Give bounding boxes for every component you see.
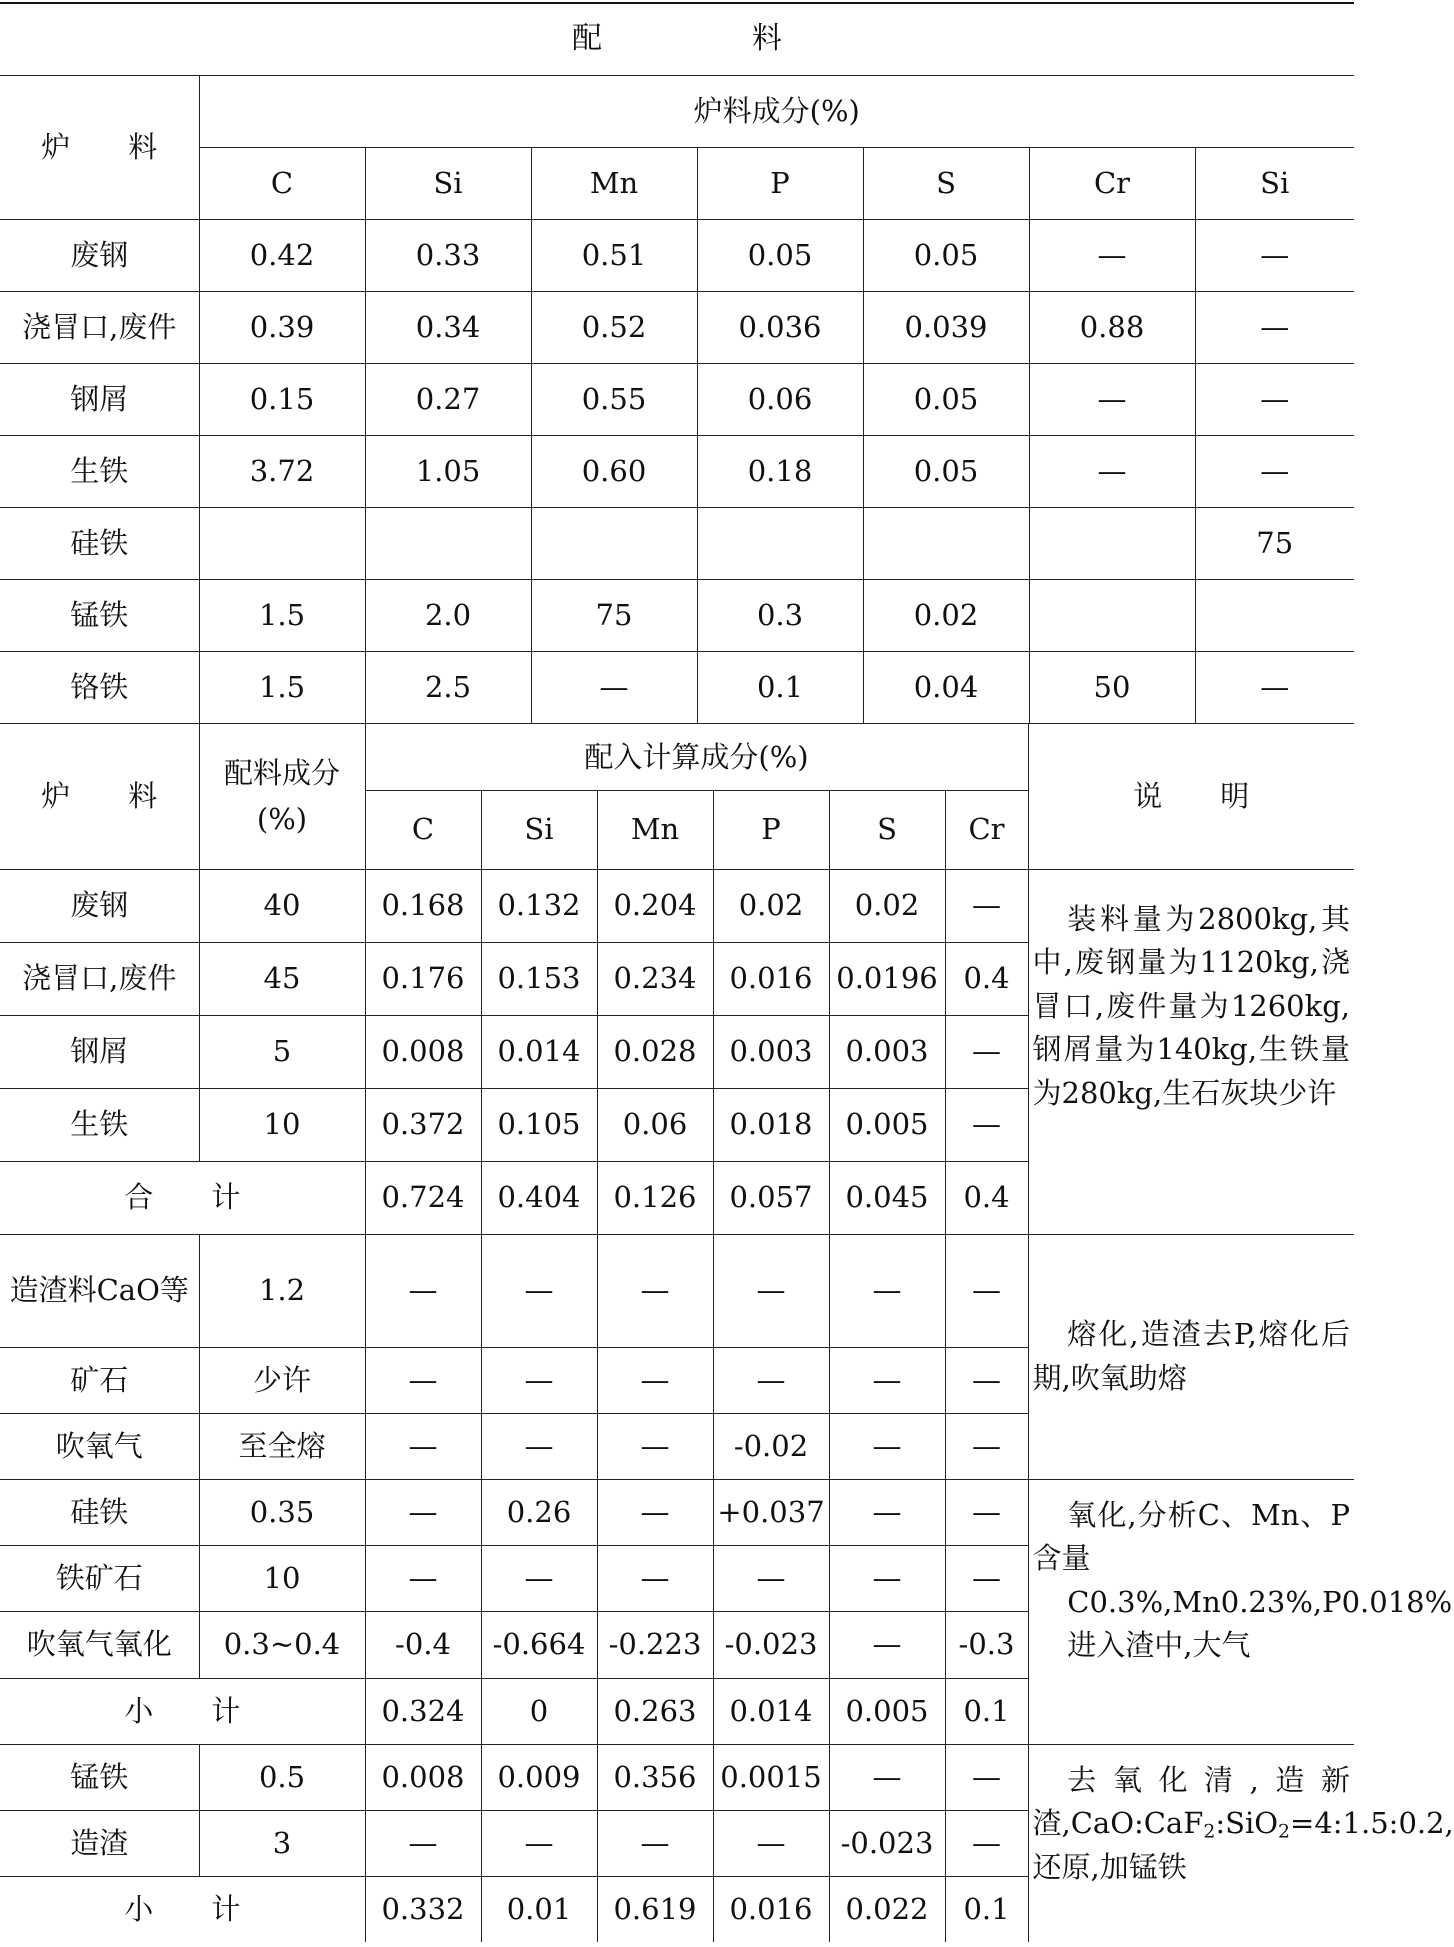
table-cell: 50 xyxy=(1029,651,1195,723)
row-material-name: 浇冒口,废件 xyxy=(0,291,199,363)
total-cell: 0.332 xyxy=(365,1876,481,1942)
table-cell: — xyxy=(945,1479,1028,1545)
table-cell: — xyxy=(945,1234,1028,1347)
header-composition: 炉料成分(%) xyxy=(199,75,1354,147)
table-cell: 0.05 xyxy=(863,219,1029,291)
table-cell: 1.05 xyxy=(365,435,531,507)
table-cell xyxy=(531,507,697,579)
table-cell: 0.42 xyxy=(199,219,365,291)
table-cell: 0.3 xyxy=(697,579,863,651)
table-row xyxy=(0,651,1354,723)
table-cell: 0.60 xyxy=(531,435,697,507)
table-cell: 0.02 xyxy=(863,579,1029,651)
table-cell: 0.02 xyxy=(713,869,829,942)
table-cell: — xyxy=(945,1810,1028,1876)
table-cell: 0.008 xyxy=(365,1744,481,1810)
table-cell: 0.372 xyxy=(365,1088,481,1161)
table-cell: 0.52 xyxy=(531,291,697,363)
col2-si: Si xyxy=(481,790,597,869)
table-cell: 1.5 xyxy=(199,579,365,651)
table-cell: 2.5 xyxy=(365,651,531,723)
table-row xyxy=(0,219,1354,291)
header-ratio xyxy=(199,724,365,869)
table-cell: 0.132 xyxy=(481,869,597,942)
table-cell: -0.664 xyxy=(481,1611,597,1678)
total-cell: 0.045 xyxy=(829,1161,945,1234)
header-material: 炉 料 xyxy=(0,75,199,219)
table-cell: 0.036 xyxy=(697,291,863,363)
table-cell: — xyxy=(829,1744,945,1810)
table-cell: — xyxy=(829,1234,945,1347)
row-material-name: 锰铁 xyxy=(0,1744,199,1810)
row-ratio: 1.2 xyxy=(199,1234,365,1347)
table-cell xyxy=(365,507,531,579)
row-material-name: 吹氧气氧化 xyxy=(0,1611,199,1678)
total-cell: 0.263 xyxy=(597,1678,713,1744)
table-cell: 0.008 xyxy=(365,1015,481,1088)
note-oxidation-line: 进入渣中,大气 xyxy=(1067,1628,1251,1662)
table-cell: — xyxy=(1029,363,1195,435)
table-cell: — xyxy=(1195,291,1354,363)
table-cell: 75 xyxy=(1195,507,1354,579)
note-oxidation xyxy=(1028,1479,1453,1744)
note-reduction-part: =4:1.5:0.2,还原,加锰铁 xyxy=(1032,1806,1454,1884)
table-cell: — xyxy=(1029,435,1195,507)
table-cell: — xyxy=(945,1088,1028,1161)
row-material-name: 钢屑 xyxy=(0,1015,199,1088)
note-oxidation-line: C0.3%,Mn0.23%,P0.018% xyxy=(1067,1584,1453,1619)
table-cell: 0.009 xyxy=(481,1744,597,1810)
row-ratio: 40 xyxy=(199,869,365,942)
table-cell: 75 xyxy=(531,579,697,651)
table-cell: — xyxy=(945,1545,1028,1611)
col2-cr: Cr xyxy=(945,790,1028,869)
header-material-2: 炉 料 xyxy=(0,724,199,869)
note-oxidation-line: 氧化,分析C、Mn、P含量 xyxy=(1032,1497,1350,1575)
table-cell: -0.223 xyxy=(597,1611,713,1678)
table-row xyxy=(0,869,1354,942)
note-reduction-text xyxy=(1032,1759,1454,1890)
table-cell: — xyxy=(481,1347,597,1413)
table-cell: — xyxy=(365,1413,481,1479)
row-material-name: 铬铁 xyxy=(0,651,199,723)
table-cell: — xyxy=(597,1479,713,1545)
table-cell xyxy=(1029,507,1195,579)
table-cell: — xyxy=(597,1810,713,1876)
table-cell: 0.51 xyxy=(531,219,697,291)
table-cell: 0.016 xyxy=(713,942,829,1015)
col-s: S xyxy=(863,147,1029,219)
table-cell xyxy=(1195,579,1354,651)
col-mn: Mn xyxy=(531,147,697,219)
row-material-name: 铁矿石 xyxy=(0,1545,199,1611)
total-cell: 0 xyxy=(481,1678,597,1744)
total-cell: 0.324 xyxy=(365,1678,481,1744)
row-material-name: 浇冒口,废件 xyxy=(0,942,199,1015)
table-cell: 0.26 xyxy=(481,1479,597,1545)
table-cell: -0.4 xyxy=(365,1611,481,1678)
table-cell: — xyxy=(945,1015,1028,1088)
column-header-row xyxy=(0,147,1354,219)
table-cell: 0.168 xyxy=(365,869,481,942)
table-cell: — xyxy=(945,1744,1028,1810)
row-ratio: 0.35 xyxy=(199,1479,365,1545)
table-cell: 0.39 xyxy=(199,291,365,363)
row-ratio: 少许 xyxy=(199,1347,365,1413)
table-cell xyxy=(1029,579,1195,651)
table-cell: 0.028 xyxy=(597,1015,713,1088)
table-cell: 0.003 xyxy=(829,1015,945,1088)
table-cell: — xyxy=(713,1545,829,1611)
table-cell: — xyxy=(531,651,697,723)
table-row xyxy=(0,1234,1354,1347)
table-cell: 3.72 xyxy=(199,435,365,507)
table-cell: — xyxy=(1195,219,1354,291)
table-cell: — xyxy=(597,1545,713,1611)
table-cell: 0.06 xyxy=(697,363,863,435)
table-cell: 0.55 xyxy=(531,363,697,435)
table-row xyxy=(0,1744,1354,1810)
table-cell: — xyxy=(481,1413,597,1479)
table-cell: — xyxy=(365,1545,481,1611)
table-row xyxy=(0,291,1354,363)
table-cell: — xyxy=(597,1234,713,1347)
total-cell: 0.016 xyxy=(713,1876,829,1942)
row-ratio: 5 xyxy=(199,1015,365,1088)
table-cell: — xyxy=(1029,219,1195,291)
note-charging-text: 装料量为2800kg,其中,废钢量为1120kg,浇冒口,废件量为1260kg,钢屑量为140kg,生铁量为280kg,生石灰块少许 xyxy=(1032,901,1350,1110)
table-cell: 0.005 xyxy=(829,1088,945,1161)
table-cell: 0.18 xyxy=(697,435,863,507)
table-cell: 0.34 xyxy=(365,291,531,363)
total-cell: 0.404 xyxy=(481,1161,597,1234)
table-cell: 0.06 xyxy=(597,1088,713,1161)
table-cell: 0.1 xyxy=(697,651,863,723)
total-cell: 0.1 xyxy=(945,1678,1028,1744)
table-cell: — xyxy=(829,1611,945,1678)
table-row xyxy=(0,507,1354,579)
table-cell: — xyxy=(597,1347,713,1413)
row-ratio: 0.5 xyxy=(199,1744,365,1810)
note-melting-text: 熔化,造渣去P,熔化后期,吹氧助熔 xyxy=(1032,1317,1350,1395)
table-row xyxy=(0,363,1354,435)
table-cell: 0.105 xyxy=(481,1088,597,1161)
charge-composition-table xyxy=(0,3,1354,724)
row-ratio: 10 xyxy=(199,1088,365,1161)
table-cell: 0.039 xyxy=(863,291,1029,363)
table-cell: — xyxy=(945,869,1028,942)
table-cell: 0.33 xyxy=(365,219,531,291)
table-cell: — xyxy=(713,1810,829,1876)
total-cell: 0.724 xyxy=(365,1161,481,1234)
table-cell: 1.5 xyxy=(199,651,365,723)
table-cell: 0.003 xyxy=(713,1015,829,1088)
total-cell: 0.057 xyxy=(713,1161,829,1234)
col2-p: P xyxy=(713,790,829,869)
table-cell: 0.05 xyxy=(863,435,1029,507)
table-cell: — xyxy=(1195,363,1354,435)
table-cell: — xyxy=(713,1234,829,1347)
row-ratio: 0.3~0.4 xyxy=(199,1611,365,1678)
header-ratio-text: 配料成分(%) xyxy=(223,755,340,837)
col-si: Si xyxy=(365,147,531,219)
table-cell: — xyxy=(365,1479,481,1545)
note-melting xyxy=(1028,1234,1354,1479)
table-cell: 0.234 xyxy=(597,942,713,1015)
col2-c: C xyxy=(365,790,481,869)
table-cell xyxy=(863,507,1029,579)
table-cell: 0.0015 xyxy=(713,1744,829,1810)
col2-mn: Mn xyxy=(597,790,713,869)
row-material-name: 吹氧气 xyxy=(0,1413,199,1479)
table-cell: — xyxy=(1195,435,1354,507)
header-note: 说 明 xyxy=(1028,724,1354,869)
total-label: 小 计 xyxy=(0,1876,365,1942)
table-cell: 0.88 xyxy=(1029,291,1195,363)
row-material-name: 硅铁 xyxy=(0,1479,199,1545)
row-material-name: 硅铁 xyxy=(0,507,199,579)
row-ratio: 45 xyxy=(199,942,365,1015)
total-cell: 0.1 xyxy=(945,1876,1028,1942)
row-material-name: 造渣料CaO等 xyxy=(0,1234,199,1347)
table-cell: — xyxy=(481,1234,597,1347)
row-ratio: 至全熔 xyxy=(199,1413,365,1479)
row-material-name: 生铁 xyxy=(0,1088,199,1161)
col2-s: S xyxy=(829,790,945,869)
table-cell: — xyxy=(829,1347,945,1413)
note-reduction-part: :SiO xyxy=(1215,1806,1279,1840)
table-cell: — xyxy=(481,1810,597,1876)
table-cell xyxy=(199,507,365,579)
total-cell: 0.005 xyxy=(829,1678,945,1744)
table-cell: 0.018 xyxy=(713,1088,829,1161)
table-cell: 0.204 xyxy=(597,869,713,942)
table-cell: 0.356 xyxy=(597,1744,713,1810)
table-cell: 0.02 xyxy=(829,869,945,942)
table-row xyxy=(0,1479,1354,1545)
total-cell: 0.619 xyxy=(597,1876,713,1942)
table-cell: — xyxy=(945,1413,1028,1479)
table-cell: — xyxy=(481,1545,597,1611)
table-cell: 0.04 xyxy=(863,651,1029,723)
row-material-name: 废钢 xyxy=(0,219,199,291)
subscript: 2 xyxy=(1278,1821,1291,1843)
note-reduction-part: 去氧化清,造新渣,CaO:CaF xyxy=(1032,1762,1350,1840)
table-cell: 0.4 xyxy=(945,942,1028,1015)
table-cell: -0.023 xyxy=(829,1810,945,1876)
table-cell: 0.05 xyxy=(863,363,1029,435)
table-row xyxy=(0,579,1354,651)
row-material-name: 生铁 xyxy=(0,435,199,507)
table-cell: — xyxy=(1195,651,1354,723)
note-charging xyxy=(1028,869,1354,1234)
row-ratio: 10 xyxy=(199,1545,365,1611)
table-cell: 0.05 xyxy=(697,219,863,291)
total-cell: 0.022 xyxy=(829,1876,945,1942)
col-si-2: Si xyxy=(1195,147,1354,219)
table-cell: 0.176 xyxy=(365,942,481,1015)
total-cell: 0.4 xyxy=(945,1161,1028,1234)
row-material-name: 钢屑 xyxy=(0,363,199,435)
table-cell: — xyxy=(597,1413,713,1479)
col-c: C xyxy=(199,147,365,219)
total-label: 合 计 xyxy=(0,1161,365,1234)
table-cell: — xyxy=(365,1810,481,1876)
table-cell: +0.037 xyxy=(713,1479,829,1545)
table-cell: 0.014 xyxy=(481,1015,597,1088)
total-cell: 0.014 xyxy=(713,1678,829,1744)
header-calc: 配入计算成分(%) xyxy=(365,724,1028,790)
row-ratio: 3 xyxy=(199,1810,365,1876)
note-reduction xyxy=(1028,1744,1454,1942)
table-title: 配 料 xyxy=(0,3,1354,75)
subscript: 2 xyxy=(1203,1821,1216,1843)
table-cell: — xyxy=(829,1545,945,1611)
col-cr: Cr xyxy=(1029,147,1195,219)
total-label: 小 计 xyxy=(0,1678,365,1744)
row-material-name: 锰铁 xyxy=(0,579,199,651)
table-cell: 0.27 xyxy=(365,363,531,435)
table-row xyxy=(0,435,1354,507)
table-cell: — xyxy=(945,1347,1028,1413)
charge-calculation-table xyxy=(0,724,1454,1942)
total-cell: 0.01 xyxy=(481,1876,597,1942)
row-material-name: 矿石 xyxy=(0,1347,199,1413)
table-cell xyxy=(697,507,863,579)
table-cell: 0.0196 xyxy=(829,942,945,1015)
table-cell: — xyxy=(365,1347,481,1413)
total-cell: 0.126 xyxy=(597,1161,713,1234)
row-material-name: 造渣 xyxy=(0,1810,199,1876)
table-cell: — xyxy=(829,1413,945,1479)
table-cell: 2.0 xyxy=(365,579,531,651)
col-p: P xyxy=(697,147,863,219)
table-cell: — xyxy=(365,1234,481,1347)
table-cell: 0.153 xyxy=(481,942,597,1015)
row-material-name: 废钢 xyxy=(0,869,199,942)
table-cell: — xyxy=(713,1347,829,1413)
table-cell: — xyxy=(829,1479,945,1545)
table-cell: -0.3 xyxy=(945,1611,1028,1678)
table-cell: -0.023 xyxy=(713,1611,829,1678)
table-cell: -0.02 xyxy=(713,1413,829,1479)
table-cell: 0.15 xyxy=(199,363,365,435)
